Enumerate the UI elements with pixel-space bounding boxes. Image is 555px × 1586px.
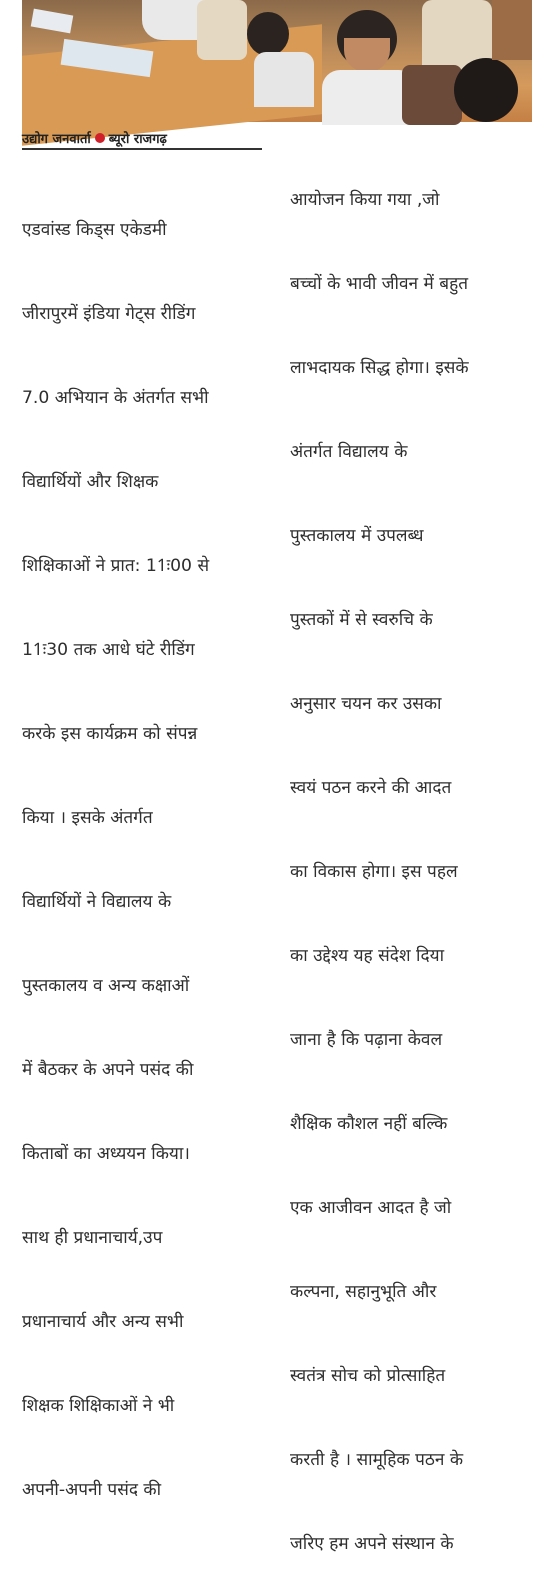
student-shirt-shape [254, 52, 314, 107]
article-line: का उद्देश्य यह संदेश दिया [290, 946, 445, 966]
article-line: करके इस कार्यक्रम को संपन्न [22, 724, 198, 744]
article-line: विद्यार्थियों ने विद्यालय के [22, 892, 172, 912]
article-line: एडवांस्ड किड्स एकेडमी [22, 220, 167, 240]
article-line: 7.0 अभियान के अंतर्गत सभी [22, 388, 209, 408]
wall-shape [492, 0, 532, 60]
byline-dot-icon [95, 133, 105, 143]
article-line: एक आजीवन आदत है जो [290, 1198, 452, 1218]
article-line: का विकास होगा। इस पहल [290, 862, 458, 882]
article-line: अंतर्गत विद्यालय के [290, 442, 408, 462]
article-line: जरिए हम अपने संस्थान के [290, 1534, 454, 1554]
article-line: विद्यार्थियों और शिक्षक [22, 472, 159, 492]
article-line: अपनी-अपनी पसंद की [22, 1480, 162, 1500]
article-line: आयोजन किया गया ,जो [290, 190, 440, 210]
article-line: शिक्षक शिक्षिकाओं ने भी [22, 1396, 175, 1416]
student-face-shape [344, 38, 390, 72]
article-line: पुस्तकों में से स्वरुचि के [290, 610, 433, 630]
student-head-shape [247, 12, 289, 56]
book-shape [31, 9, 74, 34]
chair-shape [197, 0, 247, 60]
news-photo [22, 0, 532, 122]
article-line: में बैठकर के अपने पसंद की [22, 1060, 194, 1080]
article-line: बच्चों के भावी जीवन में बहुत [290, 274, 469, 294]
article-line: पुस्तकालय व अन्य कक्षाओं [22, 976, 190, 996]
article-line: स्वयं पठन करने की आदत [290, 778, 452, 798]
student-head-shape [454, 58, 518, 122]
article-line: शिक्षिकाओं ने प्रात: 11ः00 से [22, 556, 210, 576]
article-line: शैक्षिक कौशल नहीं बल्कि [290, 1114, 448, 1134]
article-line: अनुसार चयन कर उसका [290, 694, 442, 714]
article-line: स्वतंत्र सोच को प्रोत्साहित [290, 1366, 446, 1386]
article-line: 11ः30 तक आधे घंटे रीडिंग [22, 640, 195, 660]
article-line: जीरापुरमें इंडिया गेट्स रीडिंग [22, 304, 196, 324]
article-line: करती है । सामूहिक पठन के [290, 1450, 464, 1470]
article-left-column [22, 160, 272, 1532]
article-line: साथ ही प्रधानाचार्य,उप [22, 1228, 163, 1248]
chair-shape [402, 65, 462, 125]
byline-source: उद्योग जनवार्ता [22, 132, 91, 147]
article-line: पुस्तकालय में उपलब्ध [290, 526, 424, 546]
article-line: कल्पना, सहानुभूति और [290, 1282, 437, 1302]
article-right-column [290, 130, 540, 1586]
article-line: लाभदायक सिद्ध होगा। इसके [290, 358, 469, 378]
article-byline [22, 128, 262, 150]
byline-bureau: ब्यूरो राजगढ़ [108, 132, 167, 147]
article-line: किया । इसके अंतर्गत [22, 808, 153, 828]
article-line: किताबों का अध्ययन किया। [22, 1144, 190, 1164]
article-line: जाना है कि पढ़ाना केवल [290, 1030, 443, 1050]
article-line: प्रधानाचार्य और अन्य सभी [22, 1312, 184, 1332]
